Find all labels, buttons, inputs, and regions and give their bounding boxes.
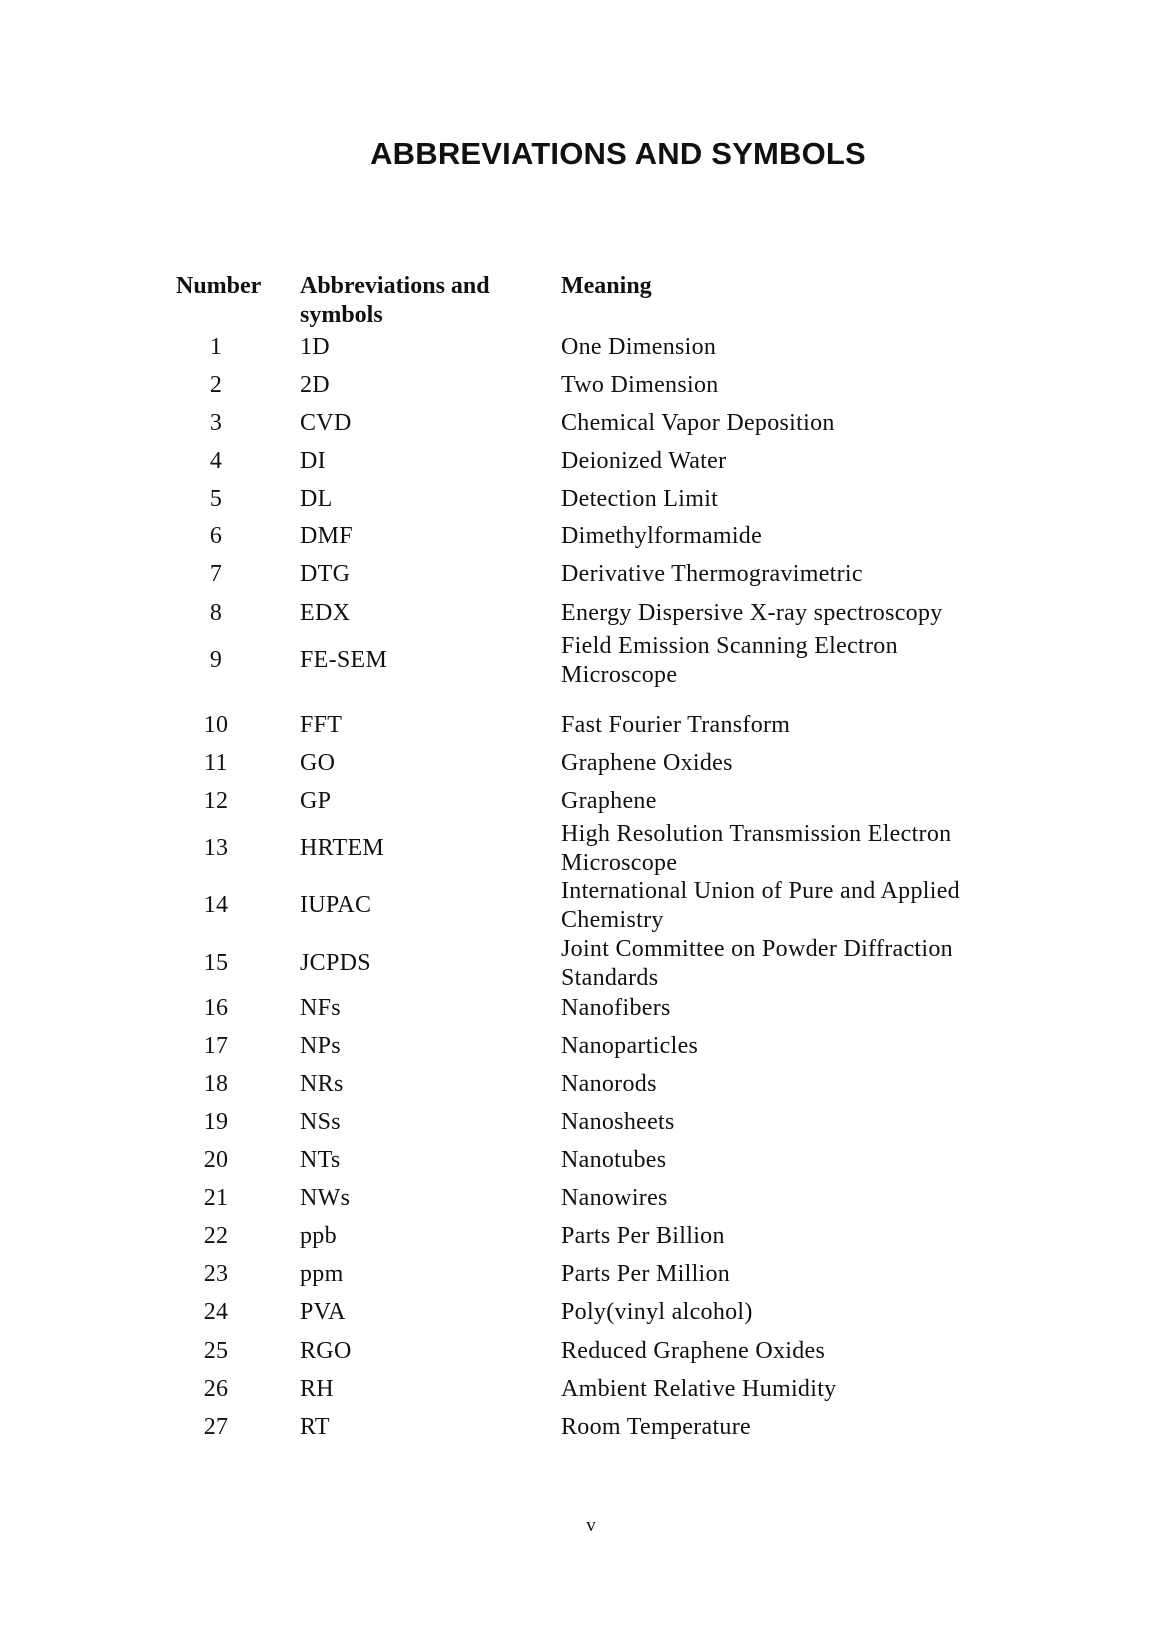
row-abbreviation: RH bbox=[300, 1376, 334, 1402]
row-meaning: Dimethylformamide bbox=[561, 523, 763, 549]
row-number: 10 bbox=[203, 712, 229, 738]
row-abbreviation: DMF bbox=[300, 523, 353, 549]
row-abbreviation: EDX bbox=[300, 600, 351, 626]
row-meaning: Field Emission Scanning Electron Microscope bbox=[561, 633, 898, 688]
row-number: 3 bbox=[209, 410, 223, 436]
row-meaning: Reduced Graphene Oxides bbox=[561, 1338, 826, 1364]
row-abbreviation: FE-SEM bbox=[300, 647, 388, 673]
row-abbreviation: GP bbox=[300, 788, 332, 814]
row-number: 20 bbox=[203, 1147, 229, 1173]
row-abbreviation: 2D bbox=[300, 372, 330, 398]
row-abbreviation: JCPDS bbox=[300, 950, 371, 976]
row-number: 19 bbox=[203, 1109, 229, 1135]
row-abbreviation: NWs bbox=[300, 1185, 351, 1211]
row-meaning: High Resolution Transmission Electron Microscope bbox=[561, 821, 952, 876]
row-meaning: Graphene Oxides bbox=[561, 750, 733, 776]
row-abbreviation: NPs bbox=[300, 1033, 341, 1059]
row-number: 7 bbox=[209, 561, 223, 587]
row-number: 14 bbox=[203, 892, 229, 918]
row-meaning: Parts Per Million bbox=[561, 1261, 731, 1287]
row-number: 21 bbox=[203, 1185, 229, 1211]
row-number: 25 bbox=[203, 1338, 229, 1364]
row-number: 2 bbox=[209, 372, 223, 398]
row-meaning: Parts Per Billion bbox=[561, 1223, 725, 1249]
row-number: 18 bbox=[203, 1071, 229, 1097]
row-abbreviation: IUPAC bbox=[300, 892, 372, 918]
row-meaning: Derivative Thermogravimetric bbox=[561, 561, 863, 587]
row-meaning: Nanosheets bbox=[561, 1109, 675, 1135]
column-header-number: Number bbox=[176, 273, 262, 299]
row-meaning: Ambient Relative Humidity bbox=[561, 1376, 837, 1402]
row-number: 15 bbox=[203, 950, 229, 976]
row-meaning: Energy Dispersive X-ray spectroscopy bbox=[561, 600, 943, 626]
row-meaning: Nanofibers bbox=[561, 995, 671, 1021]
row-meaning: Joint Committee on Powder Diffraction Standards bbox=[561, 936, 953, 991]
page-title: ABBREVIATIONS AND SYMBOLS bbox=[370, 136, 866, 171]
page-number: v bbox=[586, 1515, 596, 1536]
row-number: 12 bbox=[203, 788, 229, 814]
row-abbreviation: RT bbox=[300, 1414, 330, 1440]
row-number: 8 bbox=[209, 600, 223, 626]
row-number: 4 bbox=[209, 448, 223, 474]
row-meaning: Poly(vinyl alcohol) bbox=[561, 1299, 753, 1325]
row-abbreviation: NFs bbox=[300, 995, 341, 1021]
row-abbreviation: ppb bbox=[300, 1223, 337, 1249]
row-abbreviation: 1D bbox=[300, 334, 330, 360]
row-abbreviation: FFT bbox=[300, 712, 343, 738]
row-number: 13 bbox=[203, 835, 229, 861]
row-abbreviation: HRTEM bbox=[300, 835, 385, 861]
row-meaning: International Union of Pure and Applied Chemistry bbox=[561, 878, 960, 933]
column-header-meaning: Meaning bbox=[561, 273, 652, 299]
row-meaning: Chemical Vapor Deposition bbox=[561, 410, 835, 436]
row-number: 26 bbox=[203, 1376, 229, 1402]
row-abbreviation: NRs bbox=[300, 1071, 344, 1097]
column-header-abbreviation: Abbreviations and symbols bbox=[300, 273, 490, 328]
row-abbreviation: ppm bbox=[300, 1261, 344, 1287]
row-number: 23 bbox=[203, 1261, 229, 1287]
row-number: 11 bbox=[204, 750, 228, 776]
row-number: 16 bbox=[203, 995, 229, 1021]
row-abbreviation: GO bbox=[300, 750, 336, 776]
row-abbreviation: NTs bbox=[300, 1147, 341, 1173]
row-meaning: Fast Fourier Transform bbox=[561, 712, 791, 738]
row-number: 9 bbox=[209, 647, 223, 673]
row-abbreviation: CVD bbox=[300, 410, 352, 436]
row-abbreviation: DL bbox=[300, 486, 333, 512]
row-abbreviation: DI bbox=[300, 448, 326, 474]
row-meaning: Room Temperature bbox=[561, 1414, 751, 1440]
row-meaning: Nanowires bbox=[561, 1185, 668, 1211]
row-number: 1 bbox=[209, 334, 223, 360]
row-meaning: Nanorods bbox=[561, 1071, 657, 1097]
row-meaning: Detection Limit bbox=[561, 486, 719, 512]
row-abbreviation: NSs bbox=[300, 1109, 341, 1135]
row-number: 27 bbox=[203, 1414, 229, 1440]
row-abbreviation: RGO bbox=[300, 1338, 352, 1364]
row-meaning: One Dimension bbox=[561, 334, 717, 360]
row-number: 5 bbox=[209, 486, 223, 512]
row-meaning: Nanoparticles bbox=[561, 1033, 699, 1059]
row-abbreviation: PVA bbox=[300, 1299, 346, 1325]
row-meaning: Graphene bbox=[561, 788, 657, 814]
row-abbreviation: DTG bbox=[300, 561, 351, 587]
row-number: 22 bbox=[203, 1223, 229, 1249]
row-meaning: Deionized Water bbox=[561, 448, 727, 474]
row-number: 24 bbox=[203, 1299, 229, 1325]
row-number: 6 bbox=[209, 523, 223, 549]
row-number: 17 bbox=[203, 1033, 229, 1059]
row-meaning: Two Dimension bbox=[561, 372, 719, 398]
row-meaning: Nanotubes bbox=[561, 1147, 667, 1173]
